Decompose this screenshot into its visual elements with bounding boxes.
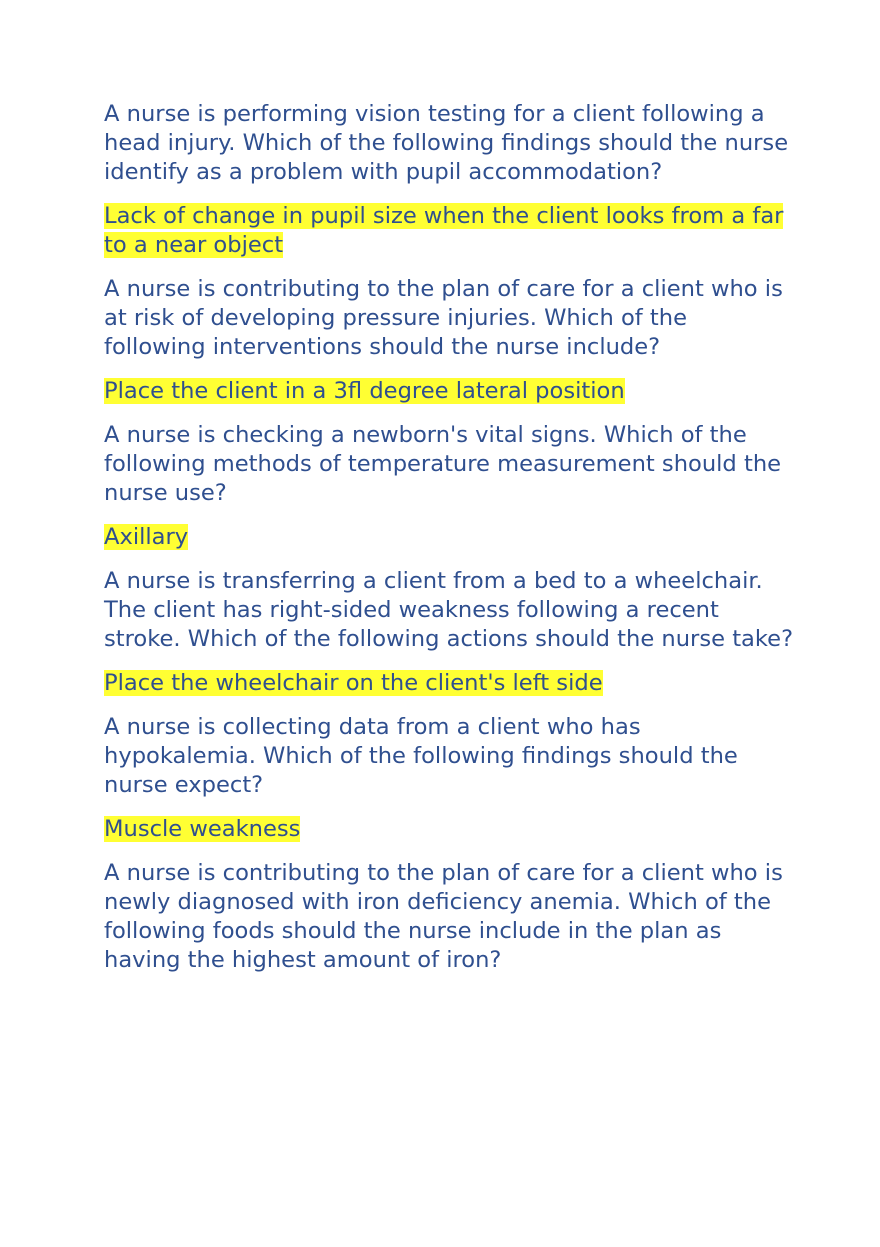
answer-5-container (104, 815, 794, 844)
question-1: A nurse is performing vision testing for a client following a head injury. Which of the following findings should the nurse identify as a problem with pupil accommodation? (104, 101, 789, 185)
question-5: A nurse is collecting data from a client who has hypokalemia. Which of the following findings should the nurse expect? (104, 714, 738, 798)
answer-4-container (104, 669, 794, 698)
answer-1-container (104, 202, 794, 260)
document-page (104, 100, 794, 990)
answer-4-highlighted: Place the wheelchair on the client's left side (104, 670, 603, 696)
answer-5-highlighted: Muscle weakness (104, 816, 301, 842)
answer-2-highlighted: Place the client in a 3fl degree lateral position (104, 378, 625, 404)
answer-2-container (104, 377, 794, 406)
question-3: A nurse is checking a newborn's vital signs. Which of the following methods of temperature measurement should the nurse use? (104, 422, 782, 506)
answer-3-highlighted: Axillary (104, 524, 189, 550)
question-2: A nurse is contributing to the plan of care for a client who is at risk of developing pressure injuries. Which of the following interventions should the nurse include? (104, 276, 783, 360)
question-4: A nurse is transferring a client from a bed to a wheelchair. The client has right-sided weakness following a recent stroke. Which of the following actions should the nurse take? (104, 568, 794, 652)
answer-1-highlighted: Lack of change in pupil size when the client looks from a far to a near object (104, 203, 784, 258)
question-6: A nurse is contributing to the plan of care for a client who is newly diagnosed with iron deficiency anemia. Which of the following foods should the nurse include in the plan as having the highest amount of iron? (104, 860, 783, 973)
answer-3-container (104, 523, 794, 552)
